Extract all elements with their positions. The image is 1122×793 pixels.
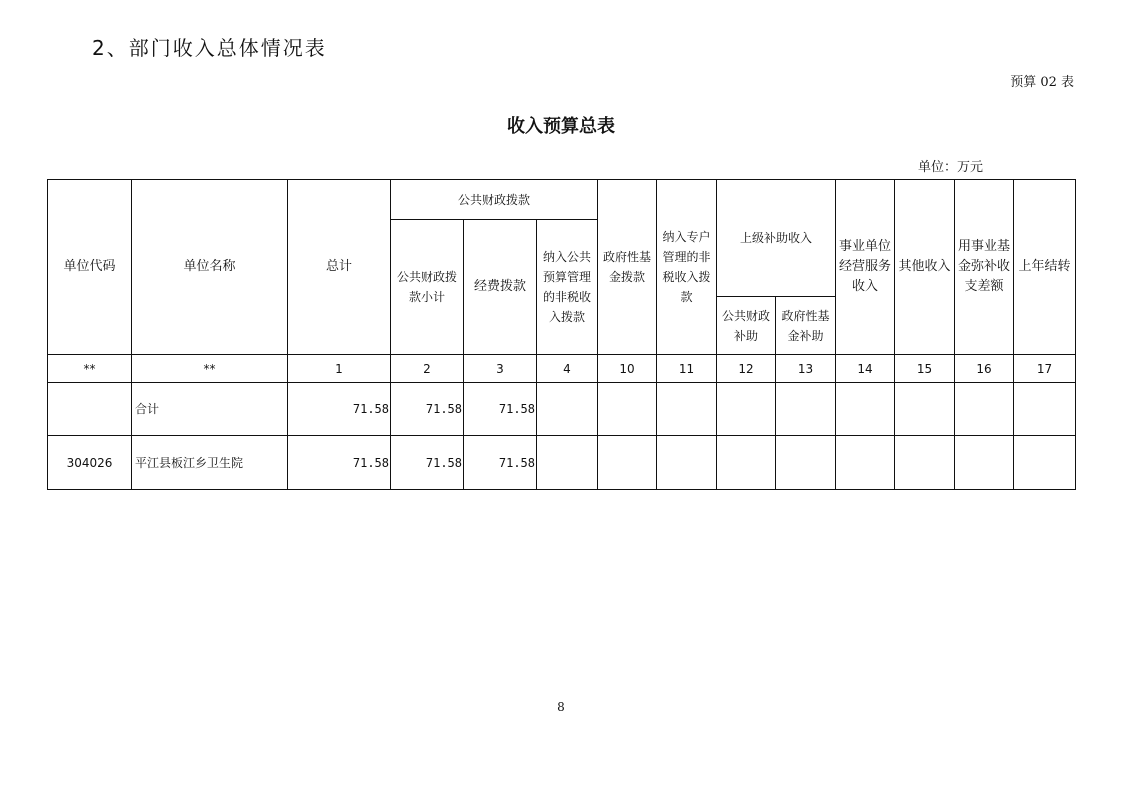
other-income-cell bbox=[895, 436, 955, 490]
index-cell: 13 bbox=[776, 355, 836, 383]
index-cell: 1 bbox=[288, 355, 391, 383]
index-cell: 14 bbox=[836, 355, 895, 383]
table-row-unit bbox=[48, 436, 1076, 490]
index-cell: ** bbox=[132, 355, 288, 383]
header-unit-code: 单位代码 bbox=[48, 180, 132, 355]
header-unit-name: 单位名称 bbox=[132, 180, 288, 355]
superior-gov-fund-cell bbox=[776, 383, 836, 436]
table-title: 收入预算总表 bbox=[507, 116, 615, 137]
page-number: 8 bbox=[557, 700, 565, 714]
index-cell: 17 bbox=[1014, 355, 1076, 383]
header-special-account-non-tax: 纳入专户管理的非税收入拨款 bbox=[657, 180, 717, 355]
index-cell: 10 bbox=[598, 355, 657, 383]
special-account-cell bbox=[657, 436, 717, 490]
public-fiscal-subtotal-cell: 71.58 bbox=[391, 436, 464, 490]
header-gov-fund: 政府性基金拨款 bbox=[598, 180, 657, 355]
form-code: 预算 02 表 bbox=[1010, 75, 1074, 90]
header-public-fiscal-group: 公共财政拨款 bbox=[391, 180, 598, 220]
header-row-1 bbox=[48, 180, 1076, 220]
index-row bbox=[48, 355, 1076, 383]
header-carryover: 上年结转 bbox=[1014, 180, 1076, 355]
section-heading: 2、部门收入总体情况表 bbox=[92, 36, 327, 60]
superior-public-fiscal-cell bbox=[717, 383, 776, 436]
header-superior-subsidy-group: 上级补助收入 bbox=[717, 180, 836, 297]
index-cell: 2 bbox=[391, 355, 464, 383]
special-account-cell bbox=[657, 383, 717, 436]
index-cell: ** bbox=[48, 355, 132, 383]
header-superior-gov-fund: 政府性基金补助 bbox=[776, 297, 836, 355]
carryover-cell bbox=[1014, 436, 1076, 490]
total-cell: 71.58 bbox=[288, 436, 391, 490]
index-cell: 12 bbox=[717, 355, 776, 383]
public-fiscal-subtotal-cell: 71.58 bbox=[391, 383, 464, 436]
superior-public-fiscal-cell bbox=[717, 436, 776, 490]
header-business-income: 事业单位经营服务收入 bbox=[836, 180, 895, 355]
gov-fund-cell bbox=[598, 436, 657, 490]
gov-fund-cell bbox=[598, 383, 657, 436]
carryover-cell bbox=[1014, 383, 1076, 436]
index-cell: 11 bbox=[657, 355, 717, 383]
header-fund-offset: 用事业基金弥补收支差额 bbox=[955, 180, 1014, 355]
unit-code-cell: 304026 bbox=[48, 436, 132, 490]
unit-name-cell: 合计 bbox=[132, 383, 288, 436]
operating-allocation-cell: 71.58 bbox=[464, 383, 537, 436]
header-other-income: 其他收入 bbox=[895, 180, 955, 355]
index-cell: 15 bbox=[895, 355, 955, 383]
fund-offset-cell bbox=[955, 436, 1014, 490]
header-public-fiscal-subtotal: 公共财政拨款小计 bbox=[391, 220, 464, 355]
index-cell: 4 bbox=[537, 355, 598, 383]
non-tax-budget-cell bbox=[537, 383, 598, 436]
fund-offset-cell bbox=[955, 383, 1014, 436]
unit-name-cell: 平江县板江乡卫生院 bbox=[132, 436, 288, 490]
superior-gov-fund-cell bbox=[776, 436, 836, 490]
unit-label: 单位：万元 bbox=[918, 160, 984, 175]
business-income-cell bbox=[836, 436, 895, 490]
unit-code-cell bbox=[48, 383, 132, 436]
non-tax-budget-cell bbox=[537, 436, 598, 490]
header-superior-public-fiscal: 公共财政补助 bbox=[717, 297, 776, 355]
income-budget-table bbox=[47, 179, 1076, 490]
index-cell: 16 bbox=[955, 355, 1014, 383]
header-non-tax-budget: 纳入公共预算管理的非税收入拨款 bbox=[537, 220, 598, 355]
operating-allocation-cell: 71.58 bbox=[464, 436, 537, 490]
header-operating-allocation: 经费拨款 bbox=[464, 220, 537, 355]
table-row-total bbox=[48, 383, 1076, 436]
other-income-cell bbox=[895, 383, 955, 436]
header-total: 总计 bbox=[288, 180, 391, 355]
total-cell: 71.58 bbox=[288, 383, 391, 436]
index-cell: 3 bbox=[464, 355, 537, 383]
business-income-cell bbox=[836, 383, 895, 436]
